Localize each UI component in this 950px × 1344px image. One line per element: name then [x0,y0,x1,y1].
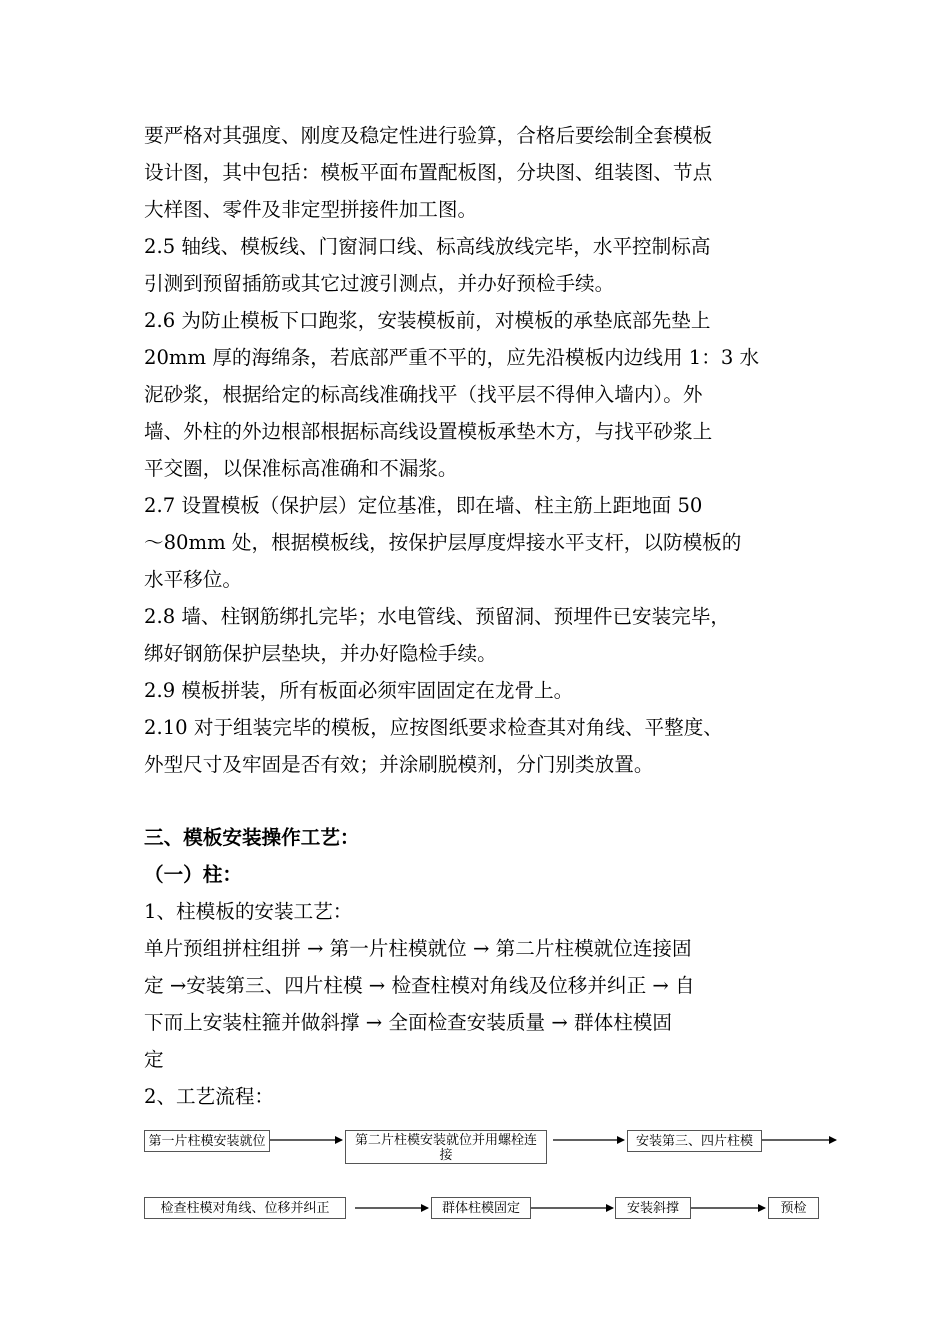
subsection-heading: （一）柱： [144,863,242,886]
paragraph-line: 1、柱模板的安装工艺： [144,900,353,923]
flow-step-box: 检查柱模对角线、位移并纠正 [144,1197,346,1219]
section-heading: 三、模板安装操作工艺： [144,826,360,849]
paragraph-line: 2.9 模板拼装，所有板面必须牢固固定在龙骨上。 [144,679,574,702]
paragraph-line: 20mm 厚的海绵条，若底部严重不平的，应先沿模板内边线用 1：3 水 [144,346,760,369]
flow-step-box: 安装斜撑 [615,1197,691,1219]
paragraph-line: ～80mm 处，根据模板线，按保护层厚度焊接水平支杆，以防模板的 [144,531,742,554]
paragraph-line: 绑好钢筋保护层垫块，并办好隐检手续。 [144,642,497,665]
paragraph-line: 水平移位。 [144,568,242,591]
paragraph-line: 定 →安装第三、四片柱模 → 检查柱模对角线及位移并纠正 → 自 [144,974,695,997]
paragraph-line: 外型尺寸及牢固是否有效；并涂刷脱模剂，分门别类放置。 [144,753,654,776]
paragraph-line: 大样图、零件及非定型拼接件加工图。 [144,198,478,221]
paragraph-line: 泥砂浆，根据给定的标高线准确找平（找平层不得伸入墙内）。外 [144,383,703,406]
paragraph-line: 2.5 轴线、模板线、门窗洞口线、标高线放线完毕，水平控制标高 [144,235,711,258]
paragraph-line: 定 [144,1048,164,1071]
paragraph-line: 2.6 为防止模板下口跑浆，安装模板前，对模板的承垫底部先垫上 [144,309,711,332]
paragraph-line: 设计图，其中包括：模板平面布置配板图，分块图、组装图、节点 [144,161,713,184]
paragraph-line: 2.7 设置模板（保护层）定位基准，即在墙、柱主筋上距地面 50 [144,494,703,517]
paragraph-line: 2、工艺流程： [144,1085,275,1108]
paragraph-line: 2.10 对于组装完毕的模板，应按图纸要求检查其对角线、平整度、 [144,716,723,739]
paragraph-line: 要严格对其强度、刚度及稳定性进行验算，合格后要绘制全套模板 [144,124,713,147]
paragraph-line: 墙、外柱的外边根部根据标高线设置模板承垫木方，与找平砂浆上 [144,420,713,443]
paragraph-line: 单片预组拼柱组拼 → 第一片柱模就位 → 第二片柱模就位连接固 [144,937,692,960]
paragraph-line: 平交圈，以保准标高准确和不漏浆。 [144,457,458,480]
paragraph-line: 引测到预留插筋或其它过渡引测点，并办好预检手续。 [144,272,615,295]
flow-step-box: 预检 [768,1197,819,1219]
flow-step-box: 第二片柱模安装就位并用螺栓连接 [345,1130,547,1164]
paragraph-line: 2.8 墙、柱钢筋绑扎完毕；水电管线、预留洞、预埋件已安装完毕， [144,605,731,628]
flow-step-box: 安装第三、四片柱模 [627,1130,762,1152]
paragraph-line: 下而上安装柱箍并做斜撑 → 全面检查安装质量 → 群体柱模固 [144,1011,672,1034]
flow-step-box: 群体柱模固定 [431,1197,531,1219]
flow-step-box: 第一片柱模安装就位 [144,1130,270,1152]
